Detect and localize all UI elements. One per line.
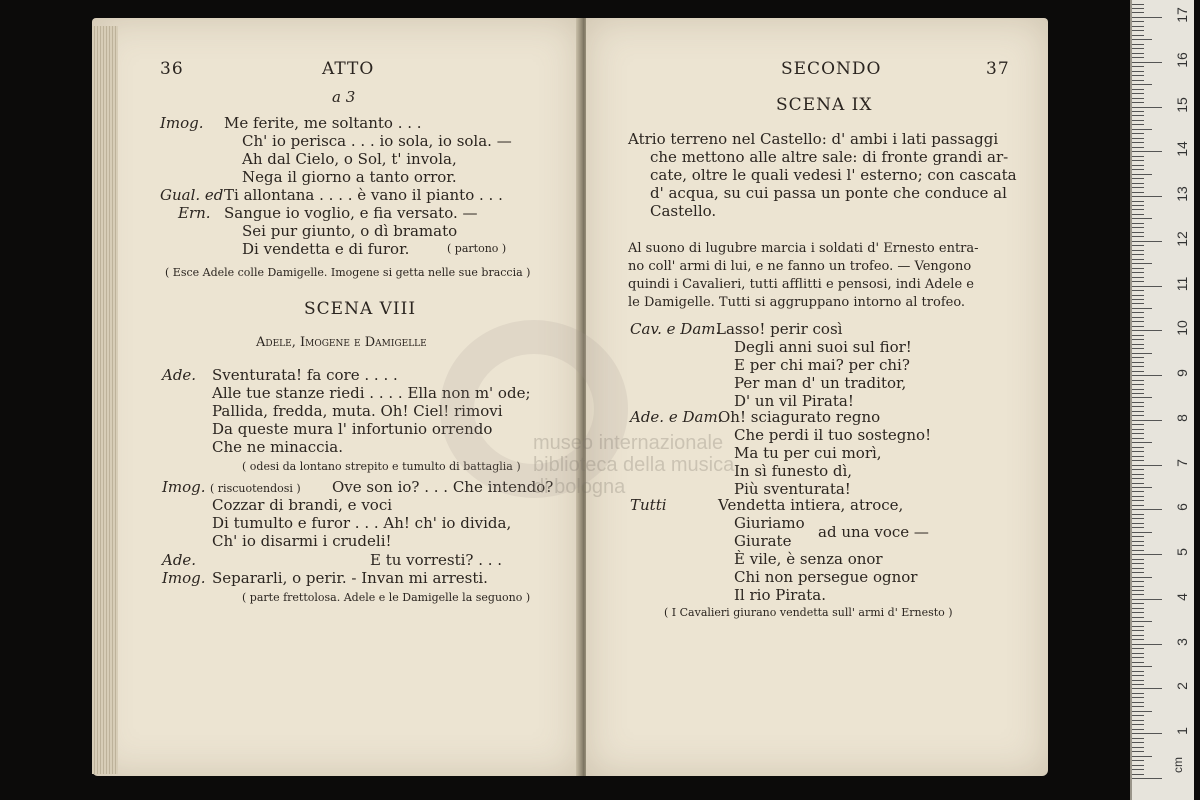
action-line: Al suono di lugubre marcia i soldati d' Ernesto entra-: [628, 241, 979, 256]
ruler-minor-tick: [1132, 44, 1144, 45]
ruler-tick: [1132, 644, 1162, 645]
ruler-minor-tick: [1132, 751, 1144, 752]
ruler-minor-tick: [1132, 608, 1144, 609]
speaker-ade-dam: Ade. e Dam.: [630, 408, 723, 426]
ruler-minor-tick: [1132, 626, 1144, 627]
ruler-tick: [1132, 465, 1162, 466]
stage-direction-esce-adele: ( Esce Adele colle Damigelle. Imogene si getta nelle sue braccia ): [165, 266, 531, 279]
verse-line: E per chi mai? per chi?: [734, 356, 910, 374]
ruler-number: 7: [1174, 458, 1190, 467]
imog-line-2: Separarli, o perir. - Invan mi arresti.: [212, 569, 488, 587]
ruler-minor-tick: [1132, 532, 1152, 533]
ruler-minor-tick: [1132, 236, 1144, 237]
ruler-tick: [1132, 733, 1162, 734]
ruler-minor-tick: [1132, 223, 1144, 224]
ruler-minor-tick: [1132, 715, 1144, 716]
verse-line: Più sventurata!: [734, 480, 851, 498]
ruler-minor-tick: [1132, 483, 1144, 484]
ruler-minor-tick: [1132, 35, 1144, 36]
ruler-minor-tick: [1132, 474, 1144, 475]
speaker-tutti: Tutti: [630, 496, 667, 514]
verse-line: D' un vil Pirata!: [734, 392, 854, 410]
speaker-label: Gual. ed: [160, 186, 224, 204]
ruler-minor-tick: [1132, 254, 1144, 255]
page-number-right: 37: [986, 59, 1010, 79]
verse-line: Ma tu per cui morì,: [734, 444, 882, 462]
ruler-number: 11: [1174, 276, 1190, 291]
page-number-left: 36: [160, 59, 184, 79]
watermark-line: biblioteca della musica: [533, 454, 735, 476]
ruler-minor-tick: [1132, 138, 1144, 139]
ruler-minor-tick: [1132, 89, 1144, 90]
ruler-minor-tick: [1132, 290, 1144, 291]
ruler-minor-tick: [1132, 594, 1144, 595]
ruler-minor-tick: [1132, 491, 1144, 492]
ruler-minor-tick: [1132, 451, 1144, 452]
ruler-minor-tick: [1132, 429, 1144, 430]
ruler-minor-tick: [1132, 75, 1144, 76]
ruler-minor-tick: [1132, 201, 1144, 202]
ruler-minor-tick: [1132, 389, 1144, 390]
ruler-minor-tick: [1132, 729, 1144, 730]
ruler-number: 1: [1174, 727, 1190, 736]
ruler-tick: [1132, 107, 1162, 108]
action-line: le Damigelle. Tutti si aggruppano intorno al trofeo.: [628, 295, 966, 310]
ruler-minor-tick: [1132, 706, 1144, 707]
action-line: quindi i Cavalieri, tutti afflitti e pensosi, indi Adele e: [628, 277, 974, 292]
ruler-minor-tick: [1132, 402, 1144, 403]
verse-line: Me ferite, me soltanto . . .: [224, 114, 422, 132]
ruler-minor-tick: [1132, 344, 1144, 345]
speaker-ade: Ade.: [162, 551, 197, 569]
ruler-minor-tick: [1132, 80, 1144, 81]
scene-title-viii: SCENA VIII: [304, 299, 417, 319]
ruler-number: 14: [1174, 141, 1190, 158]
speaker-label: Ern.: [178, 204, 211, 222]
ruler-minor-tick: [1132, 174, 1152, 175]
stage-direction-parte: ( parte frettolosa. Adele e le Damigelle la seguono ): [242, 591, 531, 604]
section-marker: a 3: [332, 88, 356, 106]
ruler-number: 2: [1174, 682, 1190, 691]
ruler-minor-tick: [1132, 680, 1144, 681]
ruler-minor-tick: [1132, 209, 1144, 210]
ruler-minor-tick: [1132, 39, 1152, 40]
ruler-minor-tick: [1132, 541, 1144, 542]
ruler-number: 17: [1174, 7, 1190, 23]
ruler-number: 6: [1174, 503, 1190, 512]
ruler-minor-tick: [1132, 227, 1144, 228]
ruler-minor-tick: [1132, 500, 1144, 501]
ruler-tick: [1132, 509, 1162, 510]
ruler-minor-tick: [1132, 393, 1144, 394]
imog-line: Ove son io? . . . Che intendo?: [332, 478, 554, 496]
ruler-unit: cm: [1171, 757, 1185, 773]
ruler-number: 3: [1174, 637, 1190, 646]
ruler-minor-tick: [1132, 183, 1144, 184]
ruler-tick: [1132, 196, 1162, 197]
ruler-minor-tick: [1132, 648, 1144, 649]
ruler-tick: [1132, 286, 1162, 287]
verse-line: Alle tue stanze riedi . . . . Ella non m' ode;: [212, 384, 531, 402]
running-head-left: ATTO: [322, 59, 375, 79]
scene-title-ix: SCENA IX: [776, 95, 873, 115]
ruler-minor-tick: [1132, 147, 1144, 148]
ruler-minor-tick: [1132, 612, 1144, 613]
verse-line: Sei pur giunto, o dì bramato: [242, 222, 458, 240]
verse-line: Che perdi il tuo sostegno!: [734, 426, 932, 444]
ruler-minor-tick: [1132, 295, 1144, 296]
ruler-minor-tick: [1132, 187, 1144, 188]
ruler-tick: [1132, 778, 1162, 779]
ruler-minor-tick: [1132, 666, 1152, 667]
ruler-minor-tick: [1132, 572, 1144, 573]
ruler-minor-tick: [1132, 469, 1144, 470]
ruler-minor-tick: [1132, 178, 1144, 179]
ruler-minor-tick: [1132, 308, 1152, 309]
ruler-minor-tick: [1132, 514, 1144, 515]
ruler-minor-tick: [1132, 339, 1144, 340]
ruler-minor-tick: [1132, 545, 1144, 546]
ruler-minor-tick: [1132, 380, 1144, 381]
ruler-tick: [1132, 151, 1162, 152]
verse-line: Oh! sciagurato regno: [718, 408, 881, 426]
ruler-minor-tick: [1132, 568, 1144, 569]
ruler-minor-tick: [1132, 281, 1144, 282]
ruler-number: 9: [1174, 369, 1190, 377]
ruler-minor-tick: [1132, 299, 1144, 300]
verse-line: Ch' io disarmi i crudeli!: [212, 532, 392, 550]
ruler-minor-tick: [1132, 559, 1144, 560]
ruler-minor-tick: [1132, 653, 1144, 654]
verse-line: È vile, è senza onor: [734, 550, 883, 568]
ruler-minor-tick: [1132, 442, 1152, 443]
ruler-tick: [1132, 62, 1162, 63]
ruler-minor-tick: [1132, 577, 1152, 578]
speaker-imog-2: Imog.: [162, 569, 206, 587]
watermark-line: di bologna: [533, 476, 626, 498]
stage-direction-giurano: ( I Cavalieri giurano vendetta sull' armi d' Ernesto ): [664, 606, 953, 619]
ruler-minor-tick: [1132, 115, 1144, 116]
verse-line: Lasso! perir così: [716, 320, 843, 338]
ruler-minor-tick: [1132, 357, 1144, 358]
verse-line: Il rio Pirata.: [734, 586, 826, 604]
ruler-minor-tick: [1132, 160, 1144, 161]
ruler-minor-tick: [1132, 756, 1152, 757]
ruler-minor-tick: [1132, 590, 1144, 591]
ruler-minor-tick: [1132, 26, 1144, 27]
ruler-tick: [1132, 554, 1162, 555]
ruler-minor-tick: [1132, 438, 1144, 439]
verse-line: Da queste mura l' infortunio orrendo: [212, 420, 493, 438]
stage-direction-battaglia: ( odesi da lontano strepito e tumulto di battaglia ): [242, 460, 521, 473]
ruler-minor-tick: [1132, 496, 1144, 497]
ruler-minor-tick: [1132, 232, 1144, 233]
ruler-minor-tick: [1132, 384, 1144, 385]
ruler-minor-tick: [1132, 769, 1144, 770]
ruler-minor-tick: [1132, 348, 1144, 349]
ruler-minor-tick: [1132, 447, 1144, 448]
ruler-minor-tick: [1132, 169, 1144, 170]
ruler-number: 15: [1174, 96, 1190, 113]
ruler-minor-tick: [1132, 317, 1144, 318]
ruler-minor-tick: [1132, 760, 1144, 761]
verse-line: Di tumulto e furor . . . Ah! ch' io divida,: [212, 514, 512, 532]
verse-line: Cozzar di brandi, e voci: [212, 496, 393, 514]
ruler-number: 12: [1174, 231, 1190, 247]
verse-line: Ah dal Cielo, o Sol, t' invola,: [242, 150, 457, 168]
ruler-minor-tick: [1132, 630, 1144, 631]
ruler-minor-tick: [1132, 456, 1144, 457]
ruler-minor-tick: [1132, 774, 1144, 775]
ad-una-voce: ad una voce —: [818, 523, 929, 541]
ruler-minor-tick: [1132, 711, 1152, 712]
ruler-tick: [1132, 688, 1162, 689]
ruler-number: 10: [1174, 320, 1190, 337]
ruler-minor-tick: [1132, 353, 1152, 354]
ruler-minor-tick: [1132, 720, 1144, 721]
ruler-minor-tick: [1132, 245, 1144, 246]
speaker-label: Ade.: [162, 366, 197, 384]
verse-line: Sventurata! fa core . . . .: [212, 366, 398, 384]
verse-line: In sì funesto dì,: [734, 462, 853, 480]
ruler-minor-tick: [1132, 765, 1144, 766]
right-page: [586, 18, 1048, 776]
ruler-minor-tick: [1132, 124, 1144, 125]
ruler-number: 5: [1174, 548, 1190, 557]
ruler-minor-tick: [1132, 621, 1152, 622]
verse-line: Chi non persegue ognor: [734, 568, 918, 586]
ruler-minor-tick: [1132, 693, 1144, 694]
tutti-first-line: Vendetta intiera, atroce,: [718, 496, 904, 514]
ruler-minor-tick: [1132, 268, 1144, 269]
ruler-minor-tick: [1132, 635, 1144, 636]
giurate: Giurate: [734, 532, 792, 550]
ruler-minor-tick: [1132, 505, 1144, 506]
ruler-minor-tick: [1132, 433, 1144, 434]
ruler-number: 13: [1174, 186, 1190, 202]
ruler-minor-tick: [1132, 142, 1144, 143]
ruler-minor-tick: [1132, 66, 1144, 67]
verse-line: Ti allontana . . . . è vano il pianto . . .: [224, 186, 503, 204]
ade-line: E tu vorresti? . . .: [370, 551, 503, 569]
ruler-minor-tick: [1132, 563, 1144, 564]
ruler-number: 4: [1174, 593, 1190, 601]
ruler-minor-tick: [1132, 603, 1144, 604]
ruler-minor-tick: [1132, 57, 1144, 58]
setting-line: Castello.: [650, 202, 717, 220]
ruler-minor-tick: [1132, 102, 1144, 103]
ruler-minor-tick: [1132, 156, 1144, 157]
ruler-tick: [1132, 17, 1162, 18]
ruler-minor-tick: [1132, 460, 1144, 461]
ruler-minor-tick: [1132, 120, 1144, 121]
ruler-minor-tick: [1132, 321, 1144, 322]
watermark-text: [533, 432, 734, 498]
setting-line: d' acqua, su cui passa un ponte che conduce al: [650, 184, 1007, 202]
verse-line: Pallida, fredda, muta. Oh! Ciel! rimovi: [212, 402, 503, 420]
ruler-minor-tick: [1132, 518, 1144, 519]
ruler-minor-tick: [1132, 12, 1144, 13]
ruler-minor-tick: [1132, 129, 1152, 130]
setting-line: cate, oltre le quali vedesi l' esterno; con cascata: [650, 166, 1017, 184]
action-line: no coll' armi di lui, e ne fanno un trofeo. — Vengono: [628, 259, 972, 274]
ruler-minor-tick: [1132, 272, 1144, 273]
ruler-tick: [1132, 375, 1162, 376]
ruler-minor-tick: [1132, 48, 1144, 49]
speaker-label: Imog.: [160, 114, 204, 132]
ruler-minor-tick: [1132, 581, 1144, 582]
speaker-imog: Imog.: [162, 478, 206, 496]
ruler-minor-tick: [1132, 536, 1144, 537]
page-edges: [92, 26, 118, 774]
ruler-minor-tick: [1132, 527, 1144, 528]
ruler-minor-tick: [1132, 415, 1144, 416]
ruler-minor-tick: [1132, 424, 1144, 425]
ruler-minor-tick: [1132, 742, 1144, 743]
measurement-ruler: [1130, 0, 1194, 800]
ruler-minor-tick: [1132, 84, 1152, 85]
setting-line: Atrio terreno nel Castello: d' ambi i lati passaggi: [628, 130, 999, 148]
ruler-minor-tick: [1132, 192, 1144, 193]
ruler-minor-tick: [1132, 250, 1144, 251]
setting-line: che mettono alle altre sale: di fronte grandi ar-: [650, 148, 1009, 166]
ruler-minor-tick: [1132, 4, 1144, 5]
ruler-minor-tick: [1132, 366, 1144, 367]
ruler-minor-tick: [1132, 671, 1144, 672]
ruler-minor-tick: [1132, 697, 1144, 698]
ruler-minor-tick: [1132, 326, 1144, 327]
ruler-minor-tick: [1132, 684, 1144, 685]
ruler-minor-tick: [1132, 277, 1144, 278]
ruler-minor-tick: [1132, 550, 1144, 551]
ruler-tick: [1132, 330, 1162, 331]
ruler-minor-tick: [1132, 218, 1152, 219]
ruler-minor-tick: [1132, 586, 1144, 587]
ruler-minor-tick: [1132, 93, 1144, 94]
verse-line: Che ne minaccia.: [212, 438, 344, 456]
ruler-minor-tick: [1132, 335, 1144, 336]
ruler-tick: [1132, 241, 1162, 242]
ruler-minor-tick: [1132, 263, 1152, 264]
verse-line: Per man d' un traditor,: [734, 374, 907, 392]
ruler-minor-tick: [1132, 30, 1144, 31]
ruler-minor-tick: [1132, 639, 1144, 640]
speaker-cav-dam: Cav. e Dam.: [630, 320, 721, 338]
ruler-minor-tick: [1132, 397, 1152, 398]
verse-line: Nega il giorno a tanto orror.: [242, 168, 457, 186]
ruler-minor-tick: [1132, 214, 1144, 215]
ruler-minor-tick: [1132, 371, 1144, 372]
ruler-minor-tick: [1132, 617, 1144, 618]
ruler-minor-tick: [1132, 411, 1144, 412]
running-head-right: SECONDO: [781, 59, 882, 79]
ruler-minor-tick: [1132, 133, 1144, 134]
ruler-tick: [1132, 599, 1162, 600]
ruler-minor-tick: [1132, 21, 1144, 22]
ruler-minor-tick: [1132, 165, 1144, 166]
ruler-minor-tick: [1132, 724, 1144, 725]
ruler-minor-tick: [1132, 406, 1144, 407]
ruler-minor-tick: [1132, 487, 1152, 488]
ruler-tick: [1132, 420, 1162, 421]
ruler-minor-tick: [1132, 111, 1144, 112]
ruler-minor-tick: [1132, 53, 1144, 54]
ruler-minor-tick: [1132, 738, 1144, 739]
ruler-minor-tick: [1132, 362, 1144, 363]
ruler-minor-tick: [1132, 675, 1144, 676]
verse-line: Sangue io voglio, e fia versato. —: [224, 204, 478, 222]
aside-riscuotendosi: ( riscuotendosi ): [210, 482, 301, 495]
ruler-minor-tick: [1132, 205, 1144, 206]
verse-line: Di vendetta e di furor.: [242, 240, 410, 258]
ruler-minor-tick: [1132, 259, 1144, 260]
ruler-minor-tick: [1132, 71, 1144, 72]
ruler-minor-tick: [1132, 312, 1144, 313]
ruler-minor-tick: [1132, 702, 1144, 703]
giuriamo: Giuriamo: [734, 514, 805, 532]
ruler-minor-tick: [1132, 303, 1144, 304]
ruler-minor-tick: [1132, 747, 1144, 748]
ruler-minor-tick: [1132, 657, 1144, 658]
verse-line: Ch' io perisca . . . io sola, io sola. —: [242, 132, 512, 150]
stage-direction-partono: ( partono ): [447, 242, 507, 255]
scene-characters: Adele, Imogene e Damigelle: [256, 335, 427, 350]
watermark-line: museo internazionale: [533, 432, 724, 454]
ruler-number: 8: [1174, 413, 1190, 422]
ruler-minor-tick: [1132, 662, 1144, 663]
verse-line: Degli anni suoi sul fior!: [734, 338, 912, 356]
ruler-minor-tick: [1132, 8, 1144, 9]
ruler-number: 16: [1174, 51, 1190, 68]
ruler-minor-tick: [1132, 523, 1144, 524]
ruler-minor-tick: [1132, 478, 1144, 479]
ruler-minor-tick: [1132, 98, 1144, 99]
